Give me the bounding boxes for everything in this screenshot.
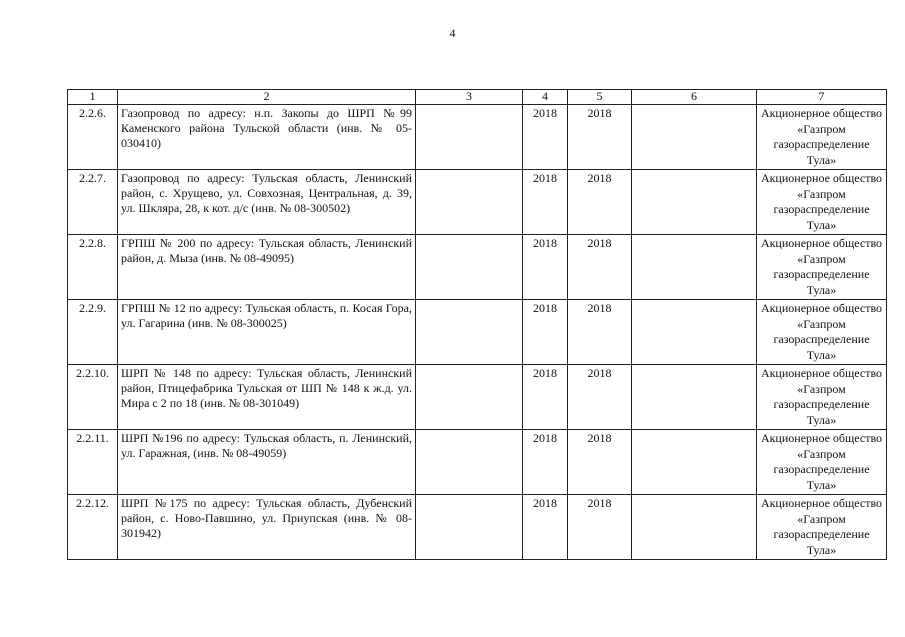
responsible-organization: Акционерное общество «Газпром газораспределение Тула»	[757, 235, 887, 300]
row-number: 2.2.6.	[68, 105, 118, 170]
column-header-4: 4	[523, 90, 568, 105]
column-header-6: 6	[632, 90, 757, 105]
column-header-3: 3	[416, 90, 523, 105]
table-row	[68, 495, 887, 560]
column-3-cell	[416, 105, 523, 170]
object-description: ШРП №196 по адресу: Тульская область, п. Ленинский, ул. Гаражная, (инв. № 08-49059)	[118, 430, 416, 495]
column-3-cell	[416, 300, 523, 365]
start-year: 2018	[523, 300, 568, 365]
column-6-cell	[632, 105, 757, 170]
table-row	[68, 430, 887, 495]
object-description: Газопровод по адресу: н.п. Закопы до ШРП №99 Каменского района Тульской области (инв. № 05-030410)	[118, 105, 416, 170]
column-header-2: 2	[118, 90, 416, 105]
start-year: 2018	[523, 430, 568, 495]
column-6-cell	[632, 235, 757, 300]
table-row	[68, 365, 887, 430]
end-year: 2018	[568, 170, 632, 235]
header-row	[68, 90, 887, 105]
column-6-cell	[632, 300, 757, 365]
column-3-cell	[416, 235, 523, 300]
page-number: 4	[449, 26, 456, 40]
row-number: 2.2.10.	[68, 365, 118, 430]
column-6-cell	[632, 365, 757, 430]
end-year: 2018	[568, 365, 632, 430]
end-year: 2018	[568, 105, 632, 170]
object-description: Газопровод по адресу: Тульская область, Ленинский район, с. Хрущево, ул. Совхозная, Центральная, д. 39, ул. Шкляра, 28, к кот. д/с (инв. № 08-300502)	[118, 170, 416, 235]
column-header-5: 5	[568, 90, 632, 105]
column-6-cell	[632, 495, 757, 560]
row-number: 2.2.9.	[68, 300, 118, 365]
object-description: ШРП № 148 по адресу: Тульская область, Ленинский район, Птицефабрика Тульская от ШП № 148 к ж.д. ул. Мира с 2 по 18 (инв. № 08-301049)	[118, 365, 416, 430]
column-3-cell	[416, 430, 523, 495]
table-row	[68, 235, 887, 300]
end-year: 2018	[568, 430, 632, 495]
responsible-organization: Акционерное общество «Газпром газораспределение Тула»	[757, 105, 887, 170]
column-header-7: 7	[757, 90, 887, 105]
start-year: 2018	[523, 235, 568, 300]
column-3-cell	[416, 365, 523, 430]
start-year: 2018	[523, 495, 568, 560]
objects-table	[67, 89, 887, 560]
start-year: 2018	[523, 170, 568, 235]
column-3-cell	[416, 170, 523, 235]
column-header-1: 1	[68, 90, 118, 105]
responsible-organization: Акционерное общество «Газпром газораспределение Тула»	[757, 365, 887, 430]
table-header	[68, 90, 887, 105]
start-year: 2018	[523, 365, 568, 430]
row-number: 2.2.12.	[68, 495, 118, 560]
responsible-organization: Акционерное общество «Газпром газораспределение Тула»	[757, 170, 887, 235]
column-6-cell	[632, 170, 757, 235]
responsible-organization: Акционерное общество «Газпром газораспределение Тула»	[757, 495, 887, 560]
start-year: 2018	[523, 105, 568, 170]
end-year: 2018	[568, 235, 632, 300]
object-description: ГРПШ № 12 по адресу: Тульская область, п. Косая Гора, ул. Гагарина (инв. № 08-300025)	[118, 300, 416, 365]
responsible-organization: Акционерное общество «Газпром газораспределение Тула»	[757, 300, 887, 365]
table-row	[68, 300, 887, 365]
table-row	[68, 105, 887, 170]
object-description: ГРПШ № 200 по адресу: Тульская область, Ленинский район, д. Мыза (инв. № 08-49095)	[118, 235, 416, 300]
table-body	[68, 105, 887, 560]
table-row	[68, 170, 887, 235]
responsible-organization: Акционерное общество «Газпром газораспределение Тула»	[757, 430, 887, 495]
end-year: 2018	[568, 300, 632, 365]
row-number: 2.2.7.	[68, 170, 118, 235]
object-description: ШРП №175 по адресу: Тульская область, Дубенский район, с. Ново-Павшино, ул. Приупская (инв. № 08-301942)	[118, 495, 416, 560]
row-number: 2.2.11.	[68, 430, 118, 495]
column-6-cell	[632, 430, 757, 495]
end-year: 2018	[568, 495, 632, 560]
column-3-cell	[416, 495, 523, 560]
row-number: 2.2.8.	[68, 235, 118, 300]
